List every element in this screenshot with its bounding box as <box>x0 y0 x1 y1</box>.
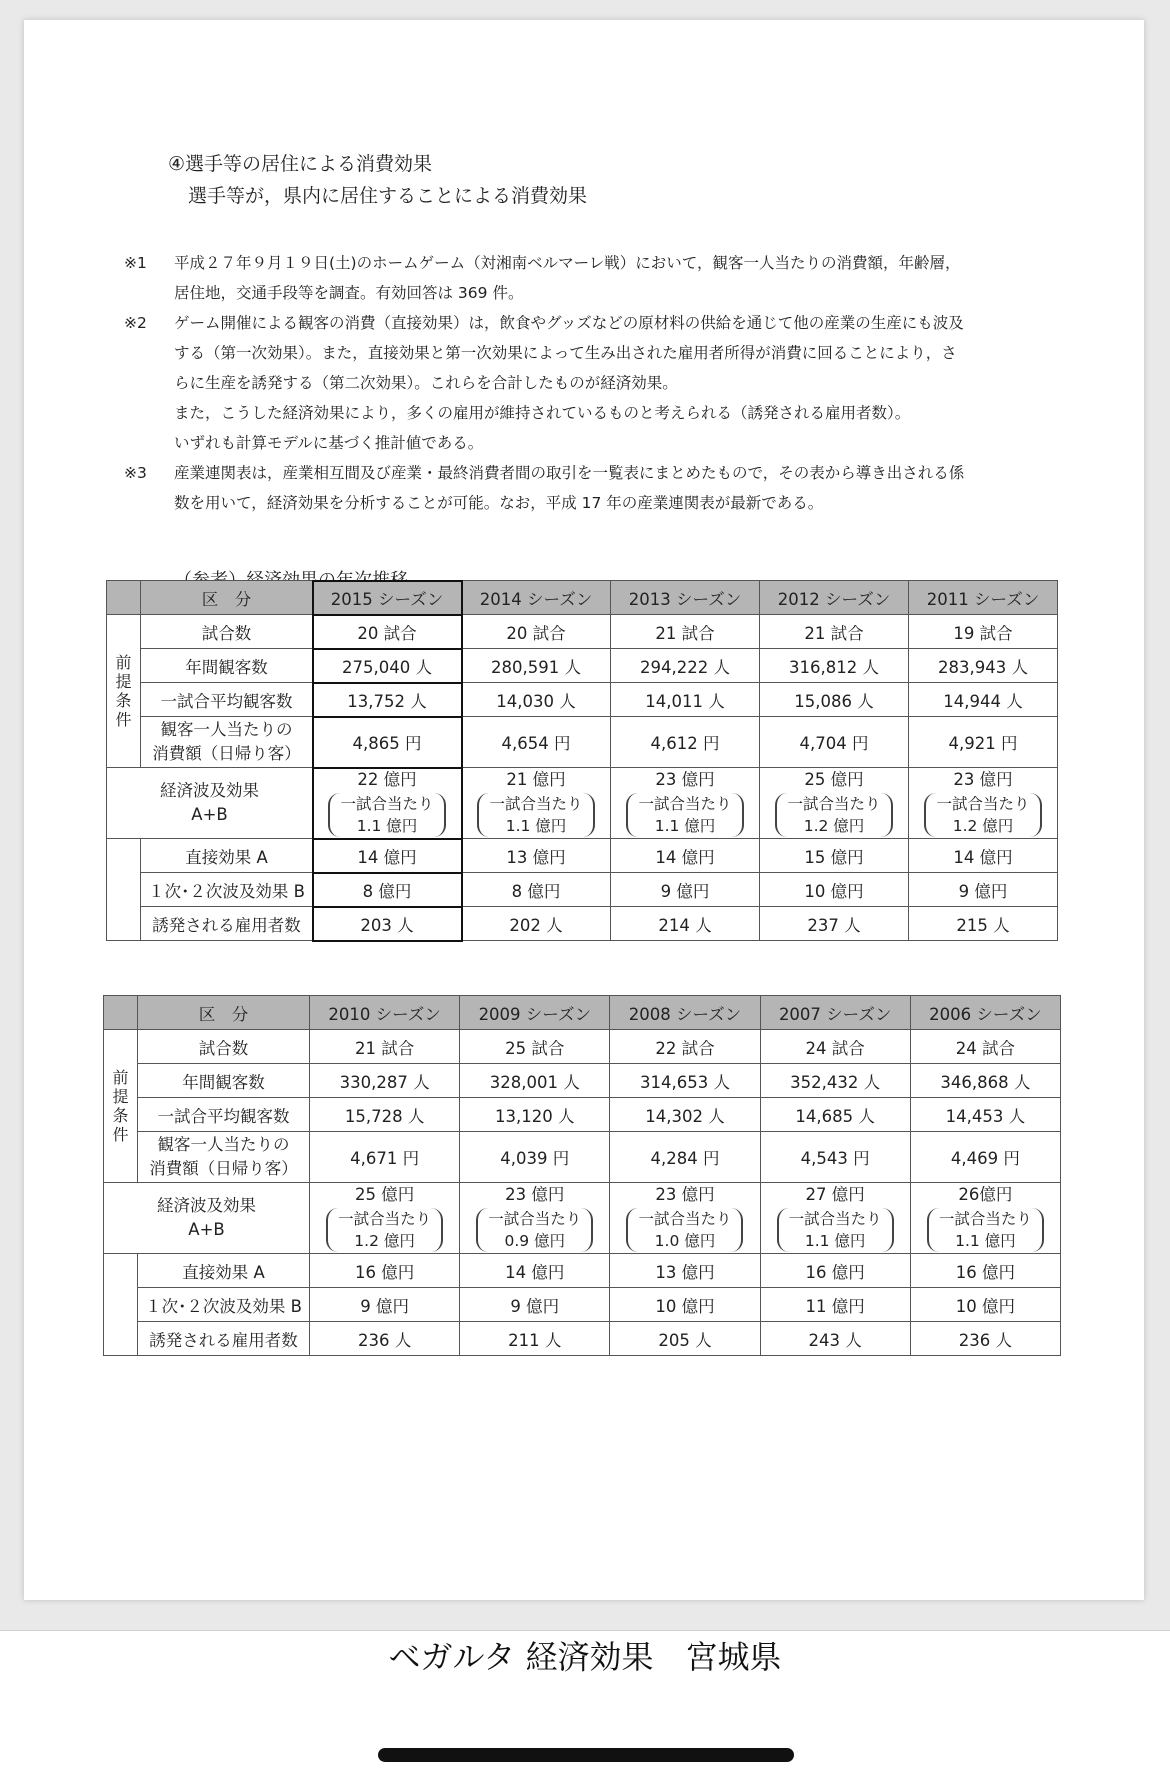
table-row <box>107 873 1058 907</box>
row-direct-label: 直接効果 A <box>138 1254 310 1288</box>
row-jobs-label: 誘発される雇用者数 <box>138 1322 310 1356</box>
per-game-value: 1.2 億円 <box>354 1232 415 1250</box>
spend-label <box>141 717 313 768</box>
table-cell: 4,654 円 <box>462 717 611 768</box>
table-cell: 4,865 円 <box>313 717 462 768</box>
footnote-line <box>124 428 1084 458</box>
section-heading <box>168 148 587 212</box>
per-game-label: 一試合当たり <box>638 1210 732 1228</box>
table-cell: 15,728 人 <box>310 1098 460 1132</box>
per-game-bracket <box>924 793 1041 837</box>
table-cell: 352,432 人 <box>760 1064 910 1098</box>
section-title: ④選手等の居住による消費効果 <box>168 153 433 175</box>
header-category: 区 分 <box>138 996 310 1030</box>
footnote-text: 平成２７年９月１９日(土)のホームゲーム（対湘南ベルマーレ戦）において，観客一人当たりの消費額，年齢層， <box>174 254 961 272</box>
header-season: 2010 シーズン <box>310 996 460 1030</box>
table-cell: 214 人 <box>611 907 760 941</box>
table-cell: 4,469 円 <box>910 1132 1060 1183</box>
footnote-line <box>124 248 1084 278</box>
per-game-value: 1.2 億円 <box>803 817 865 835</box>
table-cell: 237 人 <box>760 907 909 941</box>
effect-value-cell <box>313 768 462 839</box>
table-cell: 330,287 人 <box>310 1064 460 1098</box>
row-games-label: 試合数 <box>141 615 313 649</box>
image-caption: ベガルタ 経済効果 宮城県 <box>388 1638 782 1676</box>
table-cell: 9 億円 <box>909 873 1058 907</box>
effect-value-cell <box>460 1183 610 1254</box>
premise-vertical-label <box>104 1030 138 1183</box>
table-cell: 14,302 人 <box>610 1098 760 1132</box>
table-cell: 203 人 <box>313 907 462 941</box>
effect-total: 23 億円 <box>655 1185 715 1204</box>
per-game-bracket <box>777 1208 894 1252</box>
table-row <box>104 1132 1061 1183</box>
table-cell: 14,944 人 <box>909 683 1058 717</box>
indent-cell <box>107 839 141 941</box>
footnote-mark <box>124 278 174 308</box>
table-cell: 10 億円 <box>610 1288 760 1322</box>
table-cell: 19 試合 <box>909 615 1058 649</box>
table-cell: 9 億円 <box>460 1288 610 1322</box>
table-cell: 13 億円 <box>462 839 611 873</box>
table-cell: 14 億円 <box>460 1254 610 1288</box>
table-header-row <box>104 996 1061 1030</box>
effect-value-cell <box>760 1183 910 1254</box>
footnotes <box>124 248 1084 518</box>
row-ripple-label: １次･２次波及効果 B <box>141 873 313 907</box>
table-cell: 316,812 人 <box>760 649 909 683</box>
table-cell: 20 試合 <box>462 615 611 649</box>
header-corner <box>104 996 138 1030</box>
effect-value-cell <box>611 768 760 839</box>
header-season: 2012 シーズン <box>760 581 909 615</box>
table-row <box>107 839 1058 873</box>
table-row <box>104 1183 1061 1254</box>
footnote-line <box>124 308 1084 338</box>
table-cell: 21 試合 <box>310 1030 460 1064</box>
effect-total: 22 億円 <box>357 770 417 789</box>
header-season: 2014 シーズン <box>462 581 611 615</box>
footnote-line <box>124 278 1084 308</box>
table-cell: 14 億円 <box>909 839 1058 873</box>
footnote-mark <box>124 398 174 428</box>
table-cell: 4,671 円 <box>310 1132 460 1183</box>
table-cell: 283,943 人 <box>909 649 1058 683</box>
effect-label-line2: A+B <box>191 805 228 824</box>
table-cell: 280,591 人 <box>462 649 611 683</box>
footnote-mark: ※2 <box>124 314 147 332</box>
document-page <box>24 20 1144 1600</box>
row-jobs-label: 誘発される雇用者数 <box>141 907 313 941</box>
table-row <box>104 1322 1061 1356</box>
effect-total: 27 億円 <box>805 1185 865 1204</box>
table-cell: 16 億円 <box>760 1254 910 1288</box>
premise-text: 前提条件 <box>115 653 132 729</box>
row-attendance-label: 年間観客数 <box>138 1064 310 1098</box>
table-cell: 14 億円 <box>611 839 760 873</box>
table-cell: 9 億円 <box>310 1288 460 1322</box>
per-game-bracket <box>476 1208 593 1252</box>
table-cell: 21 試合 <box>611 615 760 649</box>
per-game-value: 1.1 億円 <box>804 1232 866 1250</box>
table-cell: 10 億円 <box>910 1288 1060 1322</box>
table-row <box>104 1098 1061 1132</box>
home-indicator[interactable] <box>378 1748 794 1762</box>
per-game-label: 一試合当たり <box>788 1210 882 1228</box>
table-cell: 314,653 人 <box>610 1064 760 1098</box>
table-cell: 9 億円 <box>611 873 760 907</box>
footnote-text: する（第一次効果）。また，直接効果と第一次効果によって生み出された雇用者所得が消費に回ることにより，さ <box>174 344 957 362</box>
effect-total: 23 億円 <box>655 770 715 789</box>
row-direct-label: 直接効果 A <box>141 839 313 873</box>
table-row <box>107 683 1058 717</box>
header-category: 区 分 <box>141 581 313 615</box>
spend-label-line2: 消費額（日帰り客） <box>152 744 301 763</box>
table-row <box>104 1030 1061 1064</box>
per-game-bracket <box>477 793 594 837</box>
table-row <box>107 717 1058 768</box>
effect-total: 23 億円 <box>505 1185 565 1204</box>
spend-label-line2: 消費額（日帰り客） <box>149 1159 298 1178</box>
footnote-line <box>124 338 1084 368</box>
table-cell: 14,030 人 <box>462 683 611 717</box>
premise-vertical-label <box>107 615 141 768</box>
row-ripple-label: １次･２次波及効果 B <box>138 1288 310 1322</box>
per-game-label: 一試合当たり <box>489 795 583 813</box>
per-game-value: 1.1 億円 <box>505 817 567 835</box>
table-cell: 4,704 円 <box>760 717 909 768</box>
effect-value-cell <box>610 1183 760 1254</box>
table-row <box>104 1254 1061 1288</box>
per-game-bracket <box>328 793 445 837</box>
effect-value-cell <box>310 1183 460 1254</box>
header-season: 2015 シーズン <box>313 581 462 615</box>
header-season: 2007 シーズン <box>760 996 910 1030</box>
indent-cell <box>104 1254 138 1356</box>
table-cell: 275,040 人 <box>313 649 462 683</box>
header-season: 2009 シーズン <box>460 996 610 1030</box>
table-row <box>104 1064 1061 1098</box>
table-cell: 215 人 <box>909 907 1058 941</box>
table-cell: 14,685 人 <box>760 1098 910 1132</box>
footnote-text: ゲーム開催による観客の消費（直接効果）は，飲食やグッズなどの原材料の供給を通じて他の産業の生産にも波及 <box>174 314 964 332</box>
per-game-bracket <box>775 793 892 837</box>
per-game-value: 1.1 億円 <box>356 817 418 835</box>
effect-value-cell <box>760 768 909 839</box>
table-cell: 21 試合 <box>760 615 909 649</box>
row-avg-attendance-label: 一試合平均観客数 <box>138 1098 310 1132</box>
table-row <box>107 615 1058 649</box>
footnote-text: 居住地，交通手段等を調査。有効回答は 369 件。 <box>174 284 524 302</box>
per-game-value: 1.1 億円 <box>955 1232 1016 1250</box>
footnote-line <box>124 488 1084 518</box>
per-game-value: 1.0 億円 <box>654 1232 716 1250</box>
footnote-mark <box>124 488 174 518</box>
footnote-line <box>124 368 1084 398</box>
table-cell: 4,284 円 <box>610 1132 760 1183</box>
per-game-value: 1.2 億円 <box>952 817 1014 835</box>
table-cell: 13,752 人 <box>313 683 462 717</box>
table-row <box>104 1288 1061 1322</box>
table-cell: 14,453 人 <box>910 1098 1060 1132</box>
section-subtitle: 選手等が，県内に居住することによる消費効果 <box>188 185 588 207</box>
effect-label <box>107 768 313 839</box>
table-row <box>107 768 1058 839</box>
footnote-mark <box>124 338 174 368</box>
footnote-text: また，こうした経済効果により，多くの雇用が維持されているものと考えられる（誘発される雇用者数）。 <box>174 404 911 422</box>
row-avg-attendance-label: 一試合平均観客数 <box>141 683 313 717</box>
per-game-label: 一試合当たり <box>936 795 1030 813</box>
table-row <box>107 907 1058 941</box>
spend-label-line1: 観客一人当たりの <box>160 720 293 739</box>
footnote-mark <box>124 428 174 458</box>
table-cell: 20 試合 <box>313 615 462 649</box>
table-cell: 11 億円 <box>760 1288 910 1322</box>
effect-total: 23 億円 <box>953 770 1013 789</box>
table-cell: 4,612 円 <box>611 717 760 768</box>
row-attendance-label: 年間観客数 <box>141 649 313 683</box>
per-game-label: 一試合当たり <box>638 795 732 813</box>
per-game-bracket <box>626 793 743 837</box>
per-game-label: 一試合当たり <box>938 1210 1032 1228</box>
per-game-label: 一試合当たり <box>340 795 434 813</box>
table-cell: 236 人 <box>310 1322 460 1356</box>
effect-label <box>104 1183 310 1254</box>
table-cell: 24 試合 <box>910 1030 1060 1064</box>
table-cell: 4,543 円 <box>760 1132 910 1183</box>
header-season: 2011 シーズン <box>909 581 1058 615</box>
row-games-label: 試合数 <box>138 1030 310 1064</box>
per-game-value: 1.1 億円 <box>654 817 716 835</box>
effect-value-cell <box>909 768 1058 839</box>
table-cell: 24 試合 <box>760 1030 910 1064</box>
table-cell: 202 人 <box>462 907 611 941</box>
footnote-line <box>124 458 1084 488</box>
table-cell: 243 人 <box>760 1322 910 1356</box>
effect-value-cell <box>910 1183 1060 1254</box>
per-game-label: 一試合当たり <box>488 1210 582 1228</box>
per-game-value: 0.9 億円 <box>504 1232 566 1250</box>
table-row <box>107 649 1058 683</box>
table-cell: 10 億円 <box>760 873 909 907</box>
effect-label-line2: A+B <box>188 1220 225 1239</box>
effect-total: 21 億円 <box>506 770 566 789</box>
header-season: 2006 シーズン <box>910 996 1060 1030</box>
effect-total: 25 億円 <box>804 770 864 789</box>
table-cell: 4,921 円 <box>909 717 1058 768</box>
spend-label <box>138 1132 310 1183</box>
table-cell: 346,868 人 <box>910 1064 1060 1098</box>
table-cell: 8 億円 <box>313 873 462 907</box>
caption-divider <box>0 1630 1170 1631</box>
table-cell: 211 人 <box>460 1322 610 1356</box>
table-cell: 16 億円 <box>310 1254 460 1288</box>
effect-label-line1: 経済波及効果 <box>160 781 259 800</box>
economic-effect-table-2011-2015 <box>106 580 1058 941</box>
table-cell: 4,039 円 <box>460 1132 610 1183</box>
table-cell: 14 億円 <box>313 839 462 873</box>
table-cell: 22 試合 <box>610 1030 760 1064</box>
table-cell: 15,086 人 <box>760 683 909 717</box>
effect-value-cell <box>462 768 611 839</box>
table-cell: 16 億円 <box>910 1254 1060 1288</box>
footnote-line <box>124 398 1084 428</box>
per-game-bracket <box>927 1208 1044 1252</box>
economic-effect-table-2006-2010 <box>103 995 1061 1356</box>
header-corner <box>107 581 141 615</box>
per-game-bracket <box>326 1208 443 1252</box>
table-cell: 25 試合 <box>460 1030 610 1064</box>
effect-total: 25 億円 <box>354 1185 415 1204</box>
table-cell: 14,011 人 <box>611 683 760 717</box>
table-header-row <box>107 581 1058 615</box>
effect-label-line1: 経済波及効果 <box>157 1196 256 1215</box>
footnote-text: 産業連関表は，産業相互間及び産業・最終消費者間の取引を一覧表にまとめたもので，その表から導き出される係 <box>174 464 965 482</box>
table-cell: 13 億円 <box>610 1254 760 1288</box>
per-game-label: 一試合当たり <box>338 1210 432 1228</box>
table-cell: 8 億円 <box>462 873 611 907</box>
table-cell: 205 人 <box>610 1322 760 1356</box>
effect-total: 26億円 <box>958 1185 1013 1204</box>
per-game-bracket <box>626 1208 743 1252</box>
table-cell: 13,120 人 <box>460 1098 610 1132</box>
per-game-label: 一試合当たり <box>787 795 881 813</box>
header-season: 2013 シーズン <box>611 581 760 615</box>
footnote-mark <box>124 368 174 398</box>
table-cell: 328,001 人 <box>460 1064 610 1098</box>
table-cell: 294,222 人 <box>611 649 760 683</box>
footnote-text: 数を用いて，経済効果を分析することが可能。なお，平成 17 年の産業連関表が最新である。 <box>174 494 824 512</box>
footnote-text: らに生産を誘発する（第二次効果）。これらを合計したものが経済効果。 <box>174 374 678 392</box>
premise-text: 前提条件 <box>112 1068 129 1144</box>
footnote-mark: ※3 <box>124 464 147 482</box>
table-cell: 15 億円 <box>760 839 909 873</box>
footnote-text: いずれも計算モデルに基づく推計値である。 <box>174 434 484 452</box>
footnote-mark: ※1 <box>124 254 147 272</box>
table-cell: 236 人 <box>910 1322 1060 1356</box>
spend-label-line1: 観客一人当たりの <box>157 1135 290 1154</box>
header-season: 2008 シーズン <box>610 996 760 1030</box>
